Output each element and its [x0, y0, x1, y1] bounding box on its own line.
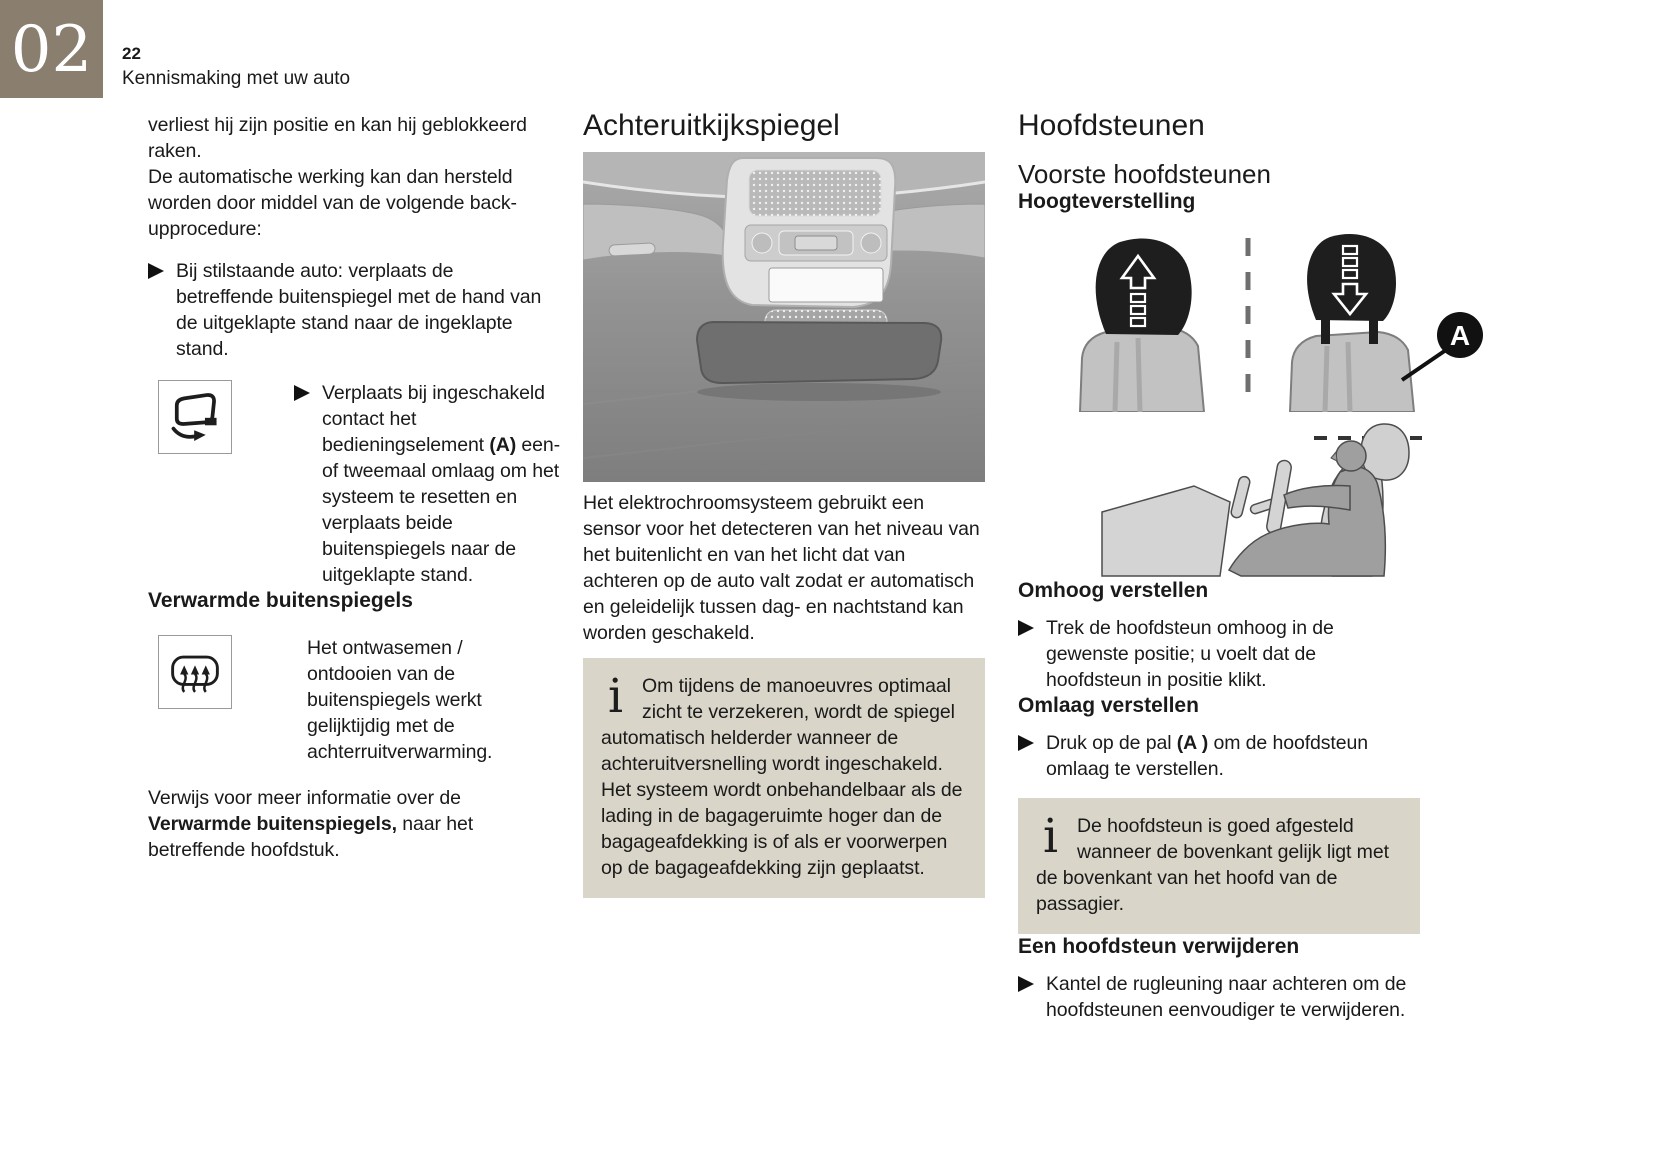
info-text: Om tijdens de manoeuvres optimaal zicht te verzekeren, wordt de spiegel automatisch helderder wanneer de achteruitversnelling wordt ingeschakeld. Het systeem wordt onbehandelbaar als de lading in de bagageruimte hoger dan de bagageafdekking is of als er voorwerpen op de bagageafdekking zijn geplaatst.	[601, 675, 963, 879]
info-box	[583, 658, 985, 898]
mirror-fold-icon-box	[158, 380, 232, 454]
page-number: 22	[122, 44, 141, 63]
bold-run: (A )	[1176, 732, 1209, 755]
heading-lower: Omlaag verstellen	[1018, 693, 1199, 717]
icon-caption: Het ontwasemen / ontdooien van de buitenspiegels werkt gelijktijdig met de achterruitverwarming.	[307, 637, 493, 764]
headrest-adjust-illustration	[1018, 230, 1488, 412]
label-a: A	[1449, 319, 1471, 351]
instruction-bullet	[1018, 971, 1490, 1023]
paragraph: Het elektrochroomsysteem gebruikt een sensor voor het detecteren van het niveau van het buitenlicht en van het licht dat van achteren op de auto valt zodat er automatisch en geleidelijk tussen dag- en nachtstand kan worden geschakeld.	[583, 492, 980, 644]
rearview-mirror-illustration	[583, 152, 985, 482]
triangle-right-icon	[1018, 976, 1034, 992]
section-title: Hoofdsteunen	[1018, 109, 1205, 142]
chapter-title: Kennismaking met uw auto	[122, 68, 351, 90]
info-box	[1018, 798, 1420, 934]
bullet-text: Trek de hoofdsteun omhoog in de gewenste positie; u voelt dat de hoofdsteun in positie klikt.	[1046, 616, 1334, 691]
bold-run: Verwarmde buitenspiegels,	[148, 813, 397, 836]
mirror-fold-icon	[166, 388, 224, 446]
text-run: een- of tweemaal omlaag om het systeem te resetten en verplaats beide buitenspiegels naar de uitgeklapte stand.	[322, 434, 561, 586]
instruction-bullet	[1018, 730, 1490, 782]
text-run: Verwijs voor meer informatie over de	[148, 787, 461, 810]
text-run: om de hoofdsteun omlaag te verstellen.	[1046, 732, 1368, 781]
heading-remove: Een hoofdsteun verwijderen	[1018, 935, 1300, 959]
bullet-text: Kantel de rugleuning naar achteren om de hoofdsteunen eenvoudiger te verwijderen.	[1046, 973, 1407, 1022]
instruction-bullet	[294, 380, 562, 588]
text-run: Verplaats bij ingeschakeld contact het bedieningselement	[322, 382, 545, 456]
heading-height-adjust: Hoogteverstelling	[1018, 189, 1196, 213]
triangle-right-icon	[1018, 620, 1034, 636]
heated-mirror-icon-box	[158, 635, 232, 709]
triangle-right-icon	[294, 385, 310, 401]
info-text: De hoofdsteun is goed afgesteld wanneer de bovenkant gelijk ligt met de bovenkant van het hoofd van de passagier.	[1036, 815, 1389, 916]
triangle-right-icon	[1018, 735, 1034, 751]
section-title: Achteruitkijkspiegel	[583, 109, 840, 142]
triangle-right-icon	[148, 263, 164, 279]
paragraph: verliest hij zijn positie en kan hij geblokkeerd raken.	[148, 114, 527, 162]
heated-mirror-row	[148, 635, 548, 765]
heading-raise: Omhoog verstellen	[1018, 578, 1209, 602]
text-run: Druk op de pal	[1046, 732, 1177, 755]
instruction-bullet	[148, 258, 548, 362]
mirror-fold-row	[148, 380, 561, 588]
right-column	[1018, 105, 1490, 1023]
bullet-text: Bij stilstaande auto: verplaats de betreffende buitenspiegel met de hand van de uitgeklapte stand naar de ingeklapte stand.	[176, 260, 542, 360]
heated-mirror-icon	[166, 643, 224, 701]
mirror-glass	[697, 322, 941, 383]
page-header	[122, 44, 350, 92]
middle-column	[583, 105, 985, 898]
info-icon: i	[1043, 809, 1059, 865]
left-column	[148, 105, 561, 863]
heading-heated-mirrors: Verwarmde buitenspiegels	[148, 589, 413, 612]
instruction-bullet	[1018, 615, 1490, 693]
bullet-text	[1046, 730, 1414, 782]
subsection-title: Voorste hoofdsteunen	[1018, 159, 1271, 189]
cross-reference	[148, 785, 548, 863]
chapter-number: 02	[10, 13, 93, 87]
label-a-badge	[1437, 312, 1483, 358]
driver-position-illustration	[1100, 416, 1445, 578]
info-icon: i	[608, 669, 624, 724]
text-run: naar het betreffende hoofdstuk.	[148, 813, 474, 862]
bullet-text	[322, 380, 562, 588]
bold-run: (A)	[489, 434, 517, 456]
chapter-tab	[0, 0, 103, 98]
paragraph: De automatische werking kan dan hersteld worden door middel van de volgende back-upprocedure:	[148, 166, 517, 240]
